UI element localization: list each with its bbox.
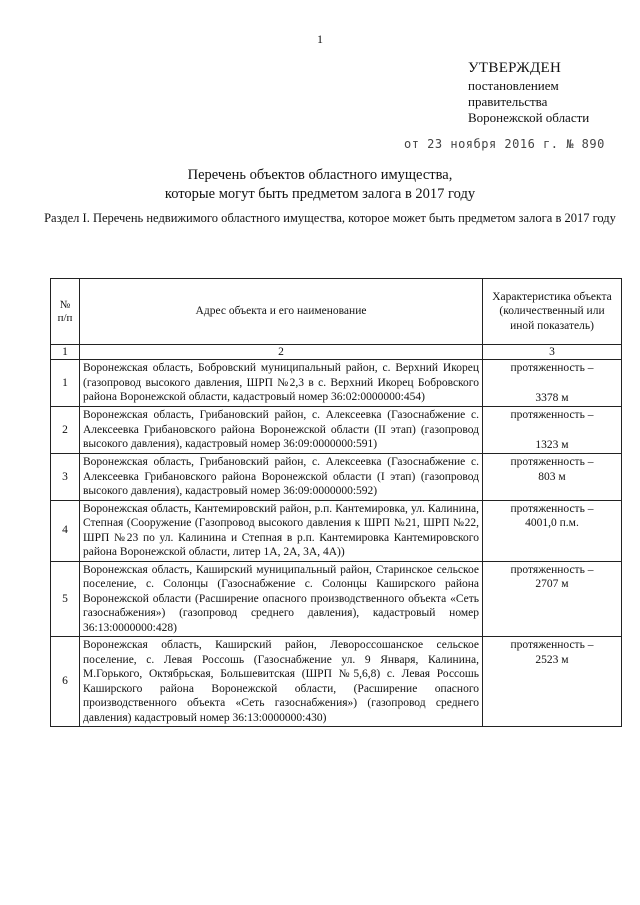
approval-line-3: Воронежской области	[468, 110, 590, 125]
table-row	[51, 500, 622, 561]
char-value: 1323 м	[535, 438, 569, 451]
char-label: протяженность –	[510, 362, 594, 374]
header-characteristic: Характеристика объекта (количественный или иной показатель)	[483, 279, 622, 345]
index-cell: 3	[483, 345, 622, 360]
table-header-row	[51, 279, 622, 345]
index-cell: 2	[80, 345, 483, 360]
row-characteristic	[483, 561, 622, 637]
document-title-line-1: Перечень объектов областного имущества,	[187, 167, 453, 183]
document-title	[0, 166, 640, 204]
char-value: 3378 м	[535, 391, 569, 404]
row-characteristic	[483, 454, 622, 501]
char-value: 2707 м	[535, 578, 569, 590]
row-address: Воронежская область, Каширский район, Левороссошанское сельское поселение, с. Левая Россошь (Газоснабжение ул. 9 Января, Калинина, М.Горького, Октябрьская, Большевитская (ШРП №5,6,8) с. Левая Россошь Каширского района Воронежской области, (Расширение опасного производственного объекта «Сеть газоснабжения») (газопровод среднего давления) кадастровый номер 36:13:0000000:430)	[80, 637, 483, 727]
char-label: протяженность –	[510, 409, 594, 421]
row-num: 6	[51, 637, 80, 727]
page-number: 1	[317, 32, 323, 46]
char-label: протяженность –	[510, 502, 594, 515]
row-num: 4	[51, 500, 80, 561]
table-row	[51, 407, 622, 454]
approval-line-1: постановлением	[468, 78, 559, 93]
row-address: Воронежская область, Кантемировский район, р.п. Кантемировка, ул. Калинина, Степная (Сооружение (Газопровод высокого давления к ШРП №21, ШРП №22, ШРП №23 по ул. Калинина и Степная в р.п. Кантемировка Кантемировского района Воронежской области, литер 1А, 2А, 3А, 4А))	[80, 500, 483, 561]
char-value: 4001,0 п.м.	[525, 517, 579, 529]
approval-block	[468, 60, 589, 126]
row-num: 3	[51, 454, 80, 501]
header-num: № п/п	[51, 279, 80, 345]
row-address: Воронежская область, Грибановский район, с. Алексеевка (Газоснабжение с. Алексеевка Грибановского района Воронежской области (II этап) (газопровод высокого давления), кадастровый номер 36:09:0000000:591)	[80, 407, 483, 454]
char-label: протяженность –	[510, 639, 594, 651]
row-num: 1	[51, 360, 80, 407]
row-num: 5	[51, 561, 80, 637]
table-row	[51, 360, 622, 407]
table-index-row	[51, 345, 622, 360]
property-table	[50, 278, 622, 727]
row-num: 2	[51, 407, 80, 454]
row-characteristic	[483, 637, 622, 727]
char-value: 2523 м	[535, 653, 569, 666]
row-characteristic	[483, 360, 622, 407]
index-cell: 1	[51, 345, 80, 360]
table-row	[51, 454, 622, 501]
header-address: Адрес объекта и его наименование	[80, 279, 483, 345]
approval-title: УТВЕРЖДЕН	[468, 60, 562, 76]
approval-line-2: правительства	[468, 94, 548, 109]
section-title: Раздел I. Перечень недвижимого областного имущества, которое может быть предметом залога в 2017 году	[44, 211, 616, 225]
document-title-line-2: которые могут быть предметом залога в 2017 году	[164, 186, 476, 202]
row-address: Воронежская область, Бобровский муниципальный район, с. Верхний Икорец (газопровод высокого давления, ШРП №2,3 в с. Верхний Икорец Бобровского района Воронежской области, кадастровый номер 36:02:0000000:454)	[80, 360, 483, 407]
char-label: протяженность –	[510, 563, 594, 576]
row-characteristic	[483, 407, 622, 454]
char-label: протяженность –	[510, 456, 594, 468]
row-address: Воронежская область, Грибановский район, с. Алексеевка (Газоснабжение с. Алексеевка Грибановского района Воронежской области (I этап) (газопровод высокого давления), кадастровый номер 36:09:0000000:592)	[80, 454, 483, 501]
table-row	[51, 637, 622, 727]
row-characteristic	[483, 500, 622, 561]
char-value: 803 м	[538, 470, 566, 483]
table-row	[51, 561, 622, 637]
decree-stamp: от 23 ноября 2016 г. № 890	[404, 137, 605, 151]
row-address: Воронежская область, Каширский муниципальный район, Старинское сельское поселение, с. Солонцы (Газоснабжение с. Солонцы Каширского района Воронежской области (Расширение опасного производственного объекта «Сеть газоснабжения») (газопровод среднего давления), кадастровый номер 36:13:0000000:428)	[80, 561, 483, 637]
